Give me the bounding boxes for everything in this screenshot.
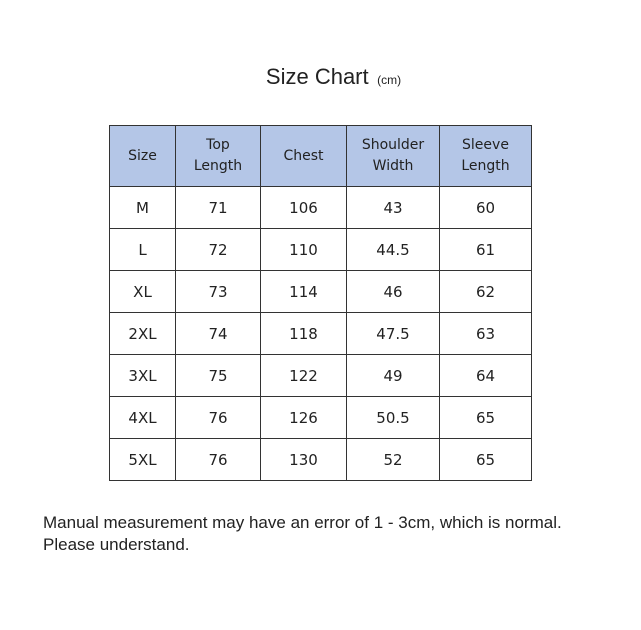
table-row xyxy=(110,397,532,439)
cell-shoulder-width: 52 xyxy=(347,439,440,481)
cell-top-length: 76 xyxy=(176,439,261,481)
cell-sleeve-length: 60 xyxy=(440,187,532,229)
cell-top-length: 75 xyxy=(176,355,261,397)
cell-shoulder-width: 50.5 xyxy=(347,397,440,439)
cell-shoulder-width: 44.5 xyxy=(347,229,440,271)
cell-shoulder-width: 49 xyxy=(347,355,440,397)
cell-chest: 126 xyxy=(261,397,347,439)
cell-size: 5XL xyxy=(110,439,176,481)
cell-top-length: 73 xyxy=(176,271,261,313)
cell-chest: 118 xyxy=(261,313,347,355)
table-row xyxy=(110,229,532,271)
measurement-note xyxy=(43,512,562,556)
cell-top-length: 76 xyxy=(176,397,261,439)
header-row xyxy=(110,126,532,187)
cell-top-length: 71 xyxy=(176,187,261,229)
chart-heading xyxy=(0,64,641,90)
cell-chest: 110 xyxy=(261,229,347,271)
table-row xyxy=(110,355,532,397)
cell-chest: 122 xyxy=(261,355,347,397)
cell-size: 2XL xyxy=(110,313,176,355)
cell-sleeve-length: 63 xyxy=(440,313,532,355)
unit-label: (cm) xyxy=(377,73,402,87)
cell-shoulder-width: 47.5 xyxy=(347,313,440,355)
cell-chest: 130 xyxy=(261,439,347,481)
header-top-length: Top Length xyxy=(176,126,261,187)
cell-sleeve-length: 65 xyxy=(440,439,532,481)
cell-sleeve-length: 62 xyxy=(440,271,532,313)
table-row xyxy=(110,439,532,481)
note-line-2: Please understand. xyxy=(43,535,190,554)
note-line-1: Manual measurement may have an error of 1 - 3cm, which is normal. xyxy=(43,513,562,532)
cell-sleeve-length: 64 xyxy=(440,355,532,397)
header-shoulder-width: Shoulder Width xyxy=(347,126,440,187)
cell-sleeve-length: 61 xyxy=(440,229,532,271)
cell-top-length: 72 xyxy=(176,229,261,271)
table-row xyxy=(110,187,532,229)
size-table xyxy=(109,125,532,481)
cell-sleeve-length: 65 xyxy=(440,397,532,439)
cell-shoulder-width: 43 xyxy=(347,187,440,229)
header-chest: Chest xyxy=(261,126,347,187)
cell-size: L xyxy=(110,229,176,271)
cell-shoulder-width: 46 xyxy=(347,271,440,313)
header-sleeve-length: Sleeve Length xyxy=(440,126,532,187)
cell-size: M xyxy=(110,187,176,229)
cell-chest: 114 xyxy=(261,271,347,313)
table-row xyxy=(110,313,532,355)
cell-size: XL xyxy=(110,271,176,313)
header-size: Size xyxy=(110,126,176,187)
cell-size: 3XL xyxy=(110,355,176,397)
cell-top-length: 74 xyxy=(176,313,261,355)
cell-chest: 106 xyxy=(261,187,347,229)
table-row xyxy=(110,271,532,313)
page-title: Size Chart xyxy=(265,64,369,89)
cell-size: 4XL xyxy=(110,397,176,439)
